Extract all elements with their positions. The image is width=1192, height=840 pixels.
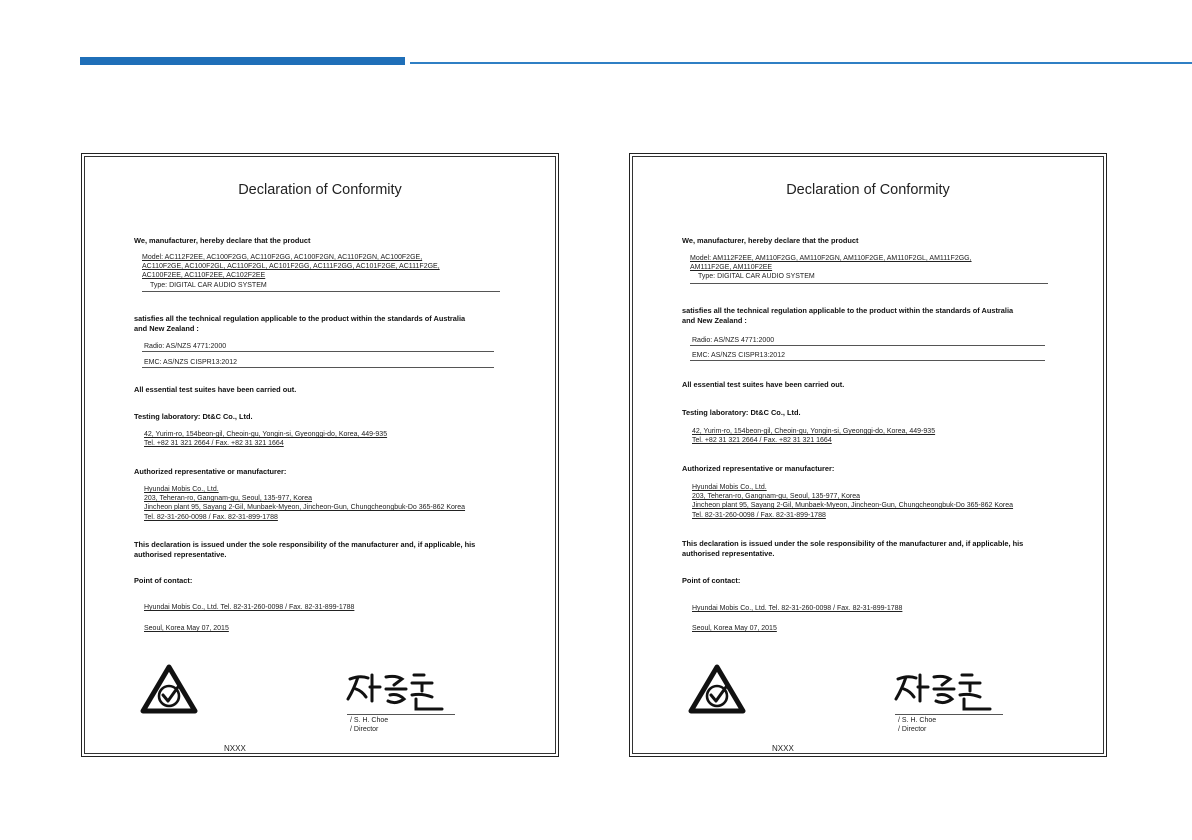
signer-name: / S. H. Choe [350, 717, 389, 724]
declaration-document-2 [629, 153, 1107, 757]
model-line: Model: AM112F2EE, AM110F2GG, AM110F2GN, AM110F2GE, AM110F2GL, AM111F2GG, [690, 255, 972, 262]
lab-heading: Testing laboratory: Dt&C Co., Ltd. [134, 412, 253, 421]
contact-heading: Point of contact: [682, 576, 741, 585]
signer-title: / Director [350, 726, 379, 733]
model-line: Model: AC112F2EE, AC100F2GG, AC110F2GG, AC100F2GN, AC110F2GN, AC100F2GE, [142, 254, 423, 261]
rcm-mark-icon [140, 664, 198, 714]
model-line: AC100F2EE, AC110F2EE, AC102F2EE [142, 272, 266, 280]
document-code: NXXX [772, 744, 794, 753]
doc-title: Declaration of Conformity [238, 182, 402, 198]
type-underline [142, 291, 500, 292]
emc-standard: EMC: AS/NZS CISPR13:2012 [144, 359, 237, 366]
type-line: Type: DIGITAL CAR AUDIO SYSTEM [698, 273, 815, 281]
lab-details: 42, Yurim-ro, 154beon-gil, Cheoin-gu, Yongin-si, Gyeonggi-do, Korea, 449-935 Tel. +82 31 321 2664 / Fax. +82 31 321 1664 [144, 431, 388, 448]
radio-standard: Radio: AS/NZS 4771:2000 [144, 343, 227, 350]
signer-block [898, 716, 936, 734]
auth-details: Hyundai Mobis Co., Ltd. 203, Teheran-ro, Gangnam-gu, Seoul, 135-977, Korea Jincheon plant 95, Sayang 2-Gil, Munbaek-Myeon, Jincheon-Gun, Chungcheongbuk-Do 365-862 Korea Tel. 82-31-260-0098 / Fax. 82-31-899-1788 [692, 484, 1014, 519]
contact-line: Hyundai Mobis Co., Ltd. Tel. 82-31-260-0098 / Fax. 82-31-899-1788 [692, 605, 903, 612]
emc-underline [142, 367, 494, 368]
signer-name: / S. H. Choe [898, 717, 937, 724]
doc-title: Declaration of Conformity [786, 182, 950, 198]
auth-heading: Authorized representative or manufacturer: [682, 464, 835, 473]
radio-underline [142, 351, 494, 352]
lab-heading: Testing laboratory: Dt&C Co., Ltd. [682, 408, 801, 417]
satisfies-statement: satisfies all the technical regulation applicable to the product within the standards of Australia and New Zealand : [134, 314, 466, 333]
contact-heading: Point of contact: [134, 576, 193, 585]
responsibility-statement: This declaration is issued under the sole responsibility of the manufacturer and, if applicable, his authorised representative. [682, 539, 1024, 558]
declare-statement: We, manufacturer, hereby declare that the product [134, 236, 311, 245]
declare-statement: We, manufacturer, hereby declare that the product [682, 236, 859, 245]
place-date: Seoul, Korea May 07, 2015 [692, 625, 777, 632]
header-accent-bar [80, 57, 405, 65]
place-date: Seoul, Korea May 07, 2015 [144, 625, 229, 632]
test-suites-statement: All essential test suites have been carried out. [134, 385, 297, 394]
signature-line [895, 714, 1003, 715]
responsibility-statement: This declaration is issued under the sole responsibility of the manufacturer and, if applicable, his authorised representative. [134, 540, 476, 559]
satisfies-statement: satisfies all the technical regulation applicable to the product within the standards of Australia and New Zealand : [682, 306, 1014, 325]
emc-underline [690, 360, 1045, 361]
auth-details: Hyundai Mobis Co., Ltd. 203, Teheran-ro, Gangnam-gu, Seoul, 135-977, Korea Jincheon plant 95, Sayang 2-Gil, Munbaek-Myeon, Jincheon-Gun, Chungcheongbuk-Do 365-862 Korea Tel. 82-31-260-0098 / Fax. 82-31-899-1788 [144, 486, 466, 521]
model-line: AM111F2GE, AM110F2EE [690, 264, 773, 272]
signature-icon [342, 669, 452, 715]
radio-standard: Radio: AS/NZS 4771:2000 [692, 337, 775, 344]
header-rule [410, 62, 1192, 64]
auth-heading: Authorized representative or manufacturer: [134, 467, 287, 476]
signer-block [350, 716, 388, 734]
radio-underline [690, 345, 1045, 346]
emc-standard: EMC: AS/NZS CISPR13:2012 [692, 352, 785, 359]
contact-line: Hyundai Mobis Co., Ltd. Tel. 82-31-260-0098 / Fax. 82-31-899-1788 [144, 604, 355, 611]
type-line: Type: DIGITAL CAR AUDIO SYSTEM [150, 281, 267, 289]
model-block [690, 254, 1080, 282]
lab-details: 42, Yurim-ro, 154beon-gil, Cheoin-gu, Yongin-si, Gyeonggi-do, Korea, 449-935 Tel. +82 31 321 2664 / Fax. +82 31 321 1664 [692, 428, 936, 445]
rcm-mark-icon [688, 664, 746, 714]
test-suites-statement: All essential test suites have been carried out. [682, 380, 845, 389]
model-line: AC110F2GE, AC100F2GL, AC110F2GL, AC101F2GG, AC111F2GG, AC101F2GE, AC111F2GE, [142, 263, 440, 271]
model-block [142, 253, 522, 290]
declaration-document-1 [81, 153, 559, 757]
signer-title: / Director [898, 726, 927, 733]
signature-line [347, 714, 455, 715]
type-underline [690, 283, 1048, 284]
signature-icon [890, 669, 1000, 715]
document-code: NXXX [224, 744, 246, 753]
